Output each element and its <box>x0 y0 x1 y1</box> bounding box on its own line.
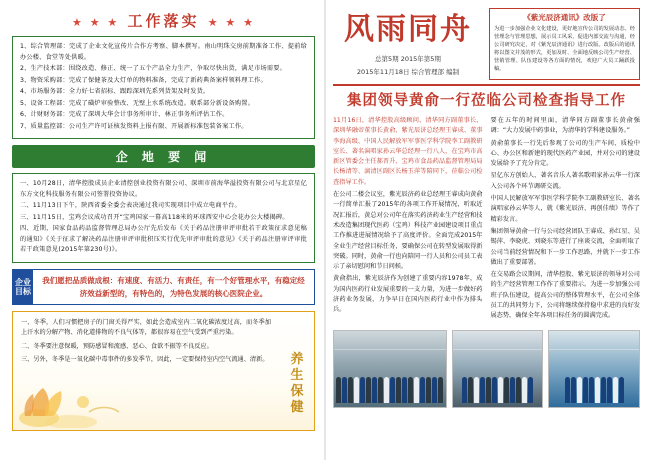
article-paragraph: 在交易路会议期间，清华控股、紫光辰济的领导对公司的生产经营管理工作作了重要指示。为进一步加强公司班子队伍建设，提高公司的整体管理水平，在公司全体员工的共同努力下，公司将继续保持稳中求进的良好发展态势，确保全年各项目标任务的圆满完成。 <box>490 271 640 320</box>
article-paragraph: 11月16日，清华控股高级顾问、清华同方副董事长、深圳华融帝董事长黄俞、紫光辰济总经理王睿成、董事李海高级、中国人民解放军军事医学科学院李工副教研室长、著名演唱家孙云华总经理一行八人，在宝鸡市高新区管委会主任郝晋升、宝鸡市食品药品监督管理局局长杨清等、漓清区副区长杨玉萍等陪同下，莅临公司检查指导工作。 <box>333 117 483 186</box>
photo-people <box>453 377 543 403</box>
article-paragraph: 中国人民解放军军事医学科学院李工副教研室长、著名演唱家孙云华等人，就《紫光辰济、再创佳绩》等作了精彩发言。 <box>490 195 640 223</box>
photo-backdrop-line <box>549 349 639 350</box>
main-headline: 集团领导黄俞一行莅临公司检查指导工作 <box>347 93 626 109</box>
notice-box <box>489 8 640 80</box>
work-item: 2、生产技术部：围绕改造、修正、统一了五个产品全力生产，争取尽快出货，满足市场需要。 <box>20 65 287 72</box>
news-item: 二、11月13日下午，陕西省委全委会表决通过我司实现项目中成立电商平台。 <box>20 202 241 209</box>
lotus-decoration-icon <box>19 372 139 428</box>
work-banner-title: 工作落实 <box>127 12 200 30</box>
issue-info: 总第5期 2015年第5期 <box>375 55 441 63</box>
work-item: 7、质量监控部：公司生产许可证核发资料上报有限、开展新标准包装备案工作。 <box>20 122 248 130</box>
article-column-2 <box>491 116 641 324</box>
article-paragraph: 要在五年的时间里面，清华同方副董事长黄俞强调：“大力发展中药事业，为清华的学科建设服务。” <box>490 117 640 135</box>
news-item: 一、10月28日，清华控股成员企业清控创业投资有限公司、深圳市前海华溢投资有限公司与北京星亿东方文化科技服务有限公司签署投资协议。 <box>20 180 307 198</box>
work-item: 5、设备工程部：完成了磺炉审验整改、无壁上水系统改造。联系部分新设备购置。 <box>20 99 255 107</box>
news-item: 四、近期，国家食品药品监督管理总局办公厅先后发布《关于药品注册审评审批若干政策征求意见稿的通知》《关于征求了解决药品注册审评审批积压实行优先审评审批的意见》《关于药品注册审评审批若干政策意见(2015年第230号)》。 <box>20 225 307 253</box>
article-paragraph: 在公司二楼会议室，紫光辰济药业总经理王睿成向黄俞一行简单汇报了2015年的各项工作开展情况，听取近况汇报后，黄总对公司年在落实药济药业生产经营和技术改造集团现代医药（宝鸡）科技产业园建设项目重点工作推进进展情况给予了高度评价。全面完成2015年全业生产经营目标任务，要确保公司在转型发展取得新突破。同时，黄俞一行也向陪同一行人员和公司员工表示了亲切慰问和节日问候。 <box>333 191 483 271</box>
article-paragraph: 黄俞董事长一行先后参观了公司的生产车间、质检中心、办公区和新建的现代医药产业园，并对公司的建设发展给予了充分肯定。 <box>490 139 640 168</box>
health-tip: 三、另外，冬季是一氧化碳中毒事件的多发季节，因此，一定要保持室内空气流通、清新。 <box>21 356 269 363</box>
article-paragraph: 黄俞指出，紫光辰济作为创建了重要内容1978年，成为国内医药行业发展重要的一支力量，为进一步做好药济药业务发展，力争早日在国内医药行业中作为排头兵。 <box>333 275 483 314</box>
article-column-1 <box>333 116 483 324</box>
news-item: 三、11月15日，宝鸡会议成功召开“宝鸡国家一幕高118米的环球西安中心会花办公大楼揭碑。 <box>20 213 289 221</box>
photo-inspection <box>452 330 544 408</box>
company-goal-tag: 企业目标 <box>13 270 33 304</box>
work-banner <box>12 10 315 36</box>
news-items-box <box>12 173 315 263</box>
health-tips-box <box>12 311 315 431</box>
work-items-box <box>12 36 315 139</box>
photo-strip <box>333 330 640 408</box>
publish-info: 2015年11月18日 综合管理部 编制 <box>356 68 460 76</box>
photo-group-meeting <box>333 330 447 408</box>
notice-title: 《紫光辰济通讯》改版了 <box>523 13 606 22</box>
photo-workshop <box>548 330 640 408</box>
work-item: 3、物资采购部：完成了保健茶及大灯单的物料准备，完成了新药典备案样领料理工作。 <box>20 76 267 84</box>
work-item: 6、计财财务部：完成了深圳大华会计事务所审计、林正事务所评估工作。 <box>20 111 229 118</box>
stars-right: ★ ★ ★ <box>207 16 255 29</box>
health-tip: 一、冬季，人们习惯把房子的门窗关得严实，如此会造成室内二氧化碳浓度过高，而冬季加上汗水的分解产物、消化道排物的不良气体等，都很容易在空气受到严重污染。 <box>21 318 271 336</box>
work-item: 1、综合管理部：完成了企业文化宣传片合作方考察、脚本撰写。南山明珠交房前期准备工作、提前给办公楼、食堂等处供暖。 <box>20 43 307 61</box>
company-goal-text: 我们愿把品质做成根：有速度、有活力、有责任，有一个好管理水平，有稳定经济效益新型的，有特色的，为特色发展的核心医院企业。 <box>42 275 305 298</box>
photo-people <box>334 377 446 403</box>
photo-backdrop-line <box>334 349 446 350</box>
article-paragraph: 集团领导黄俞一行与公司经营团队王睿成、孙红星、吴锡萍、李晓虎、刘晓东等进行了座谈交流，全面听取了公司当前经营情况和下一步工作思路，并就下一步工作做出了重要部署。 <box>490 227 640 266</box>
article-paragraph: 星亿东方创始人、著名音乐人著名歌唱家孙云华一行深入公司各个环节调研交流。 <box>490 172 640 190</box>
health-tips-title: 养生保健 <box>290 351 304 415</box>
article-columns <box>333 116 640 324</box>
page-gutter <box>324 0 326 460</box>
masthead-left <box>333 8 483 77</box>
stars-left: ★ ★ ★ <box>72 16 120 29</box>
publication-title: 风雨同舟 <box>344 12 472 47</box>
company-goal-block <box>12 269 315 305</box>
right-page <box>325 0 650 460</box>
news-section-heading: 企 地 要 闻 <box>12 145 315 168</box>
photo-backdrop-line <box>453 349 543 350</box>
health-tip: 二、冬季要注意保暖，预防感冒和流感、恶心、食欲不振等不良反应。 <box>21 342 213 350</box>
photo-people <box>549 377 639 403</box>
work-item: 4、市场服务部：全力好七省招标、跟踪深圳先系列货架及时发货。 <box>20 88 210 95</box>
notice-body: 为进一步加强企业文化建设，更好地宣传公司的发展动态、经营理念与管理思想，展示员工风采，促进内部交流与沟通，经公司研究决定，对《紫光辰济通讯》进行改版。改版后的通讯将以图文并茂的形式，更加及时、全面地反映公司生产经营、营销管理、队伍建设等各方面的情况，欢迎广大员工踊跃投稿。 <box>494 26 635 72</box>
masthead <box>333 8 640 86</box>
